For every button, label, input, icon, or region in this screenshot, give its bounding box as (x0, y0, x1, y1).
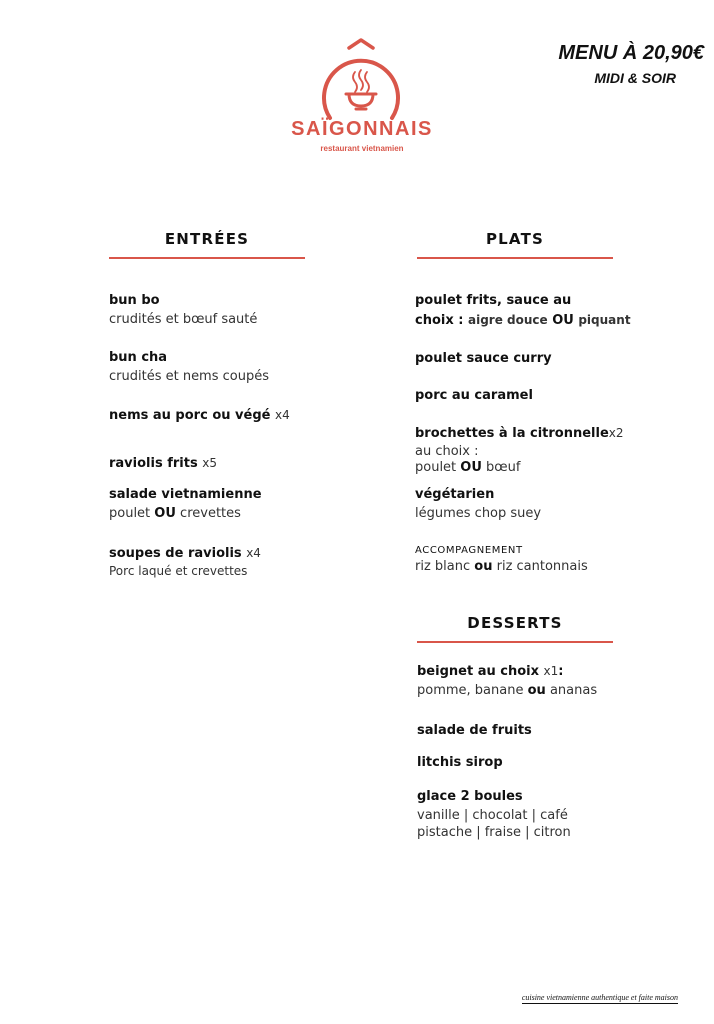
section-divider (109, 257, 305, 259)
or-word: OU (552, 313, 574, 328)
menu-service-times: MIDI & SOIR (594, 70, 676, 86)
item-description: légumes chop suey (415, 506, 542, 521)
item-name-row (415, 311, 631, 331)
option-b: crevettes (180, 506, 241, 521)
item-description (109, 505, 262, 523)
option-b: piquant (578, 313, 631, 327)
item-name: porc au caramel (415, 388, 533, 403)
brand-tagline: restaurant vietnamien (320, 144, 404, 153)
item-quantity: x4 (246, 546, 261, 560)
or-word: ou (474, 559, 493, 574)
brand-name: SAÏGONNAIS (291, 118, 433, 140)
item-description: crudités et nems coupés (109, 369, 269, 384)
item-description: pistache | fraise | citron (417, 825, 571, 840)
menu-item (109, 291, 257, 329)
item-name: bun bo (109, 293, 160, 308)
option-b: bœuf (486, 460, 521, 475)
menu-item (417, 661, 597, 700)
section-title-plats: PLATS (485, 230, 545, 248)
menu-item (415, 291, 631, 331)
menu-item (415, 485, 541, 523)
menu-item (109, 348, 269, 386)
menu-item (109, 543, 261, 578)
item-name: litchis sirop (417, 755, 503, 770)
item-name-row (109, 453, 217, 474)
or-word: ou (527, 683, 546, 698)
item-name: brochettes à la citronnelle (415, 426, 609, 441)
item-description (415, 559, 588, 575)
footer-note: cuisine vietnamienne authentique et faite maison (521, 993, 678, 1002)
item-name: bun cha (109, 350, 168, 365)
option-b: ananas (549, 683, 598, 698)
section-title-desserts: DESSERTS (467, 614, 563, 632)
menu-price-title: MENU À 20,90€ (558, 42, 704, 64)
item-name-row (415, 423, 624, 444)
or-word: OU (460, 460, 482, 475)
item-description (415, 460, 624, 476)
item-name: soupes de raviolis (109, 546, 242, 561)
item-description: crudités et bœuf sauté (109, 312, 258, 327)
menu-item (415, 423, 624, 476)
menu-item (415, 349, 552, 369)
item-quantity: x4 (274, 408, 290, 422)
item-name: salade vietnamienne (109, 487, 262, 502)
item-name: beignet au choix (417, 664, 539, 679)
menu-item (417, 721, 532, 741)
item-description: au choix : (415, 444, 479, 459)
option-b: riz cantonnais (496, 559, 588, 574)
menu-item (415, 386, 533, 406)
menu-item (109, 485, 262, 523)
menu-item (109, 405, 290, 426)
accompaniment-label: ACCOMPAGNEMENT (415, 545, 523, 556)
item-name: nems au porc ou végé (109, 408, 271, 423)
item-name: glace 2 boules (417, 789, 523, 804)
option-a: pomme, banane (417, 683, 524, 698)
item-quantity: x1 (543, 664, 559, 678)
menu-item (109, 453, 217, 474)
item-name-row (417, 661, 597, 682)
item-name: poulet sauce curry (415, 351, 552, 366)
item-name-suffix: : (558, 664, 564, 679)
item-name-row (109, 543, 261, 564)
item-name: raviolis frits (109, 456, 198, 471)
item-name: végétarien (415, 487, 495, 502)
item-name: choix : (415, 313, 464, 328)
item-name: poulet frits, sauce au (415, 293, 572, 308)
item-description: Porc laqué et crevettes (109, 564, 248, 578)
section-title-entrees: ENTRÉES (164, 230, 250, 248)
section-divider (417, 257, 613, 259)
item-quantity: x5 (202, 456, 217, 470)
option-a: aigre douce (468, 313, 548, 327)
menu-item (417, 787, 571, 841)
option-a: poulet (415, 460, 457, 475)
menu-item (417, 753, 503, 773)
option-a: poulet (109, 506, 151, 521)
section-divider (417, 641, 613, 643)
item-name-row (109, 405, 290, 426)
item-name: salade de fruits (417, 723, 532, 738)
or-word: OU (154, 506, 176, 521)
menu-item (415, 543, 588, 575)
item-quantity: x2 (608, 426, 624, 440)
item-description (417, 682, 597, 700)
item-description: vanille | chocolat | café (417, 808, 568, 823)
option-a: riz blanc (415, 559, 471, 574)
